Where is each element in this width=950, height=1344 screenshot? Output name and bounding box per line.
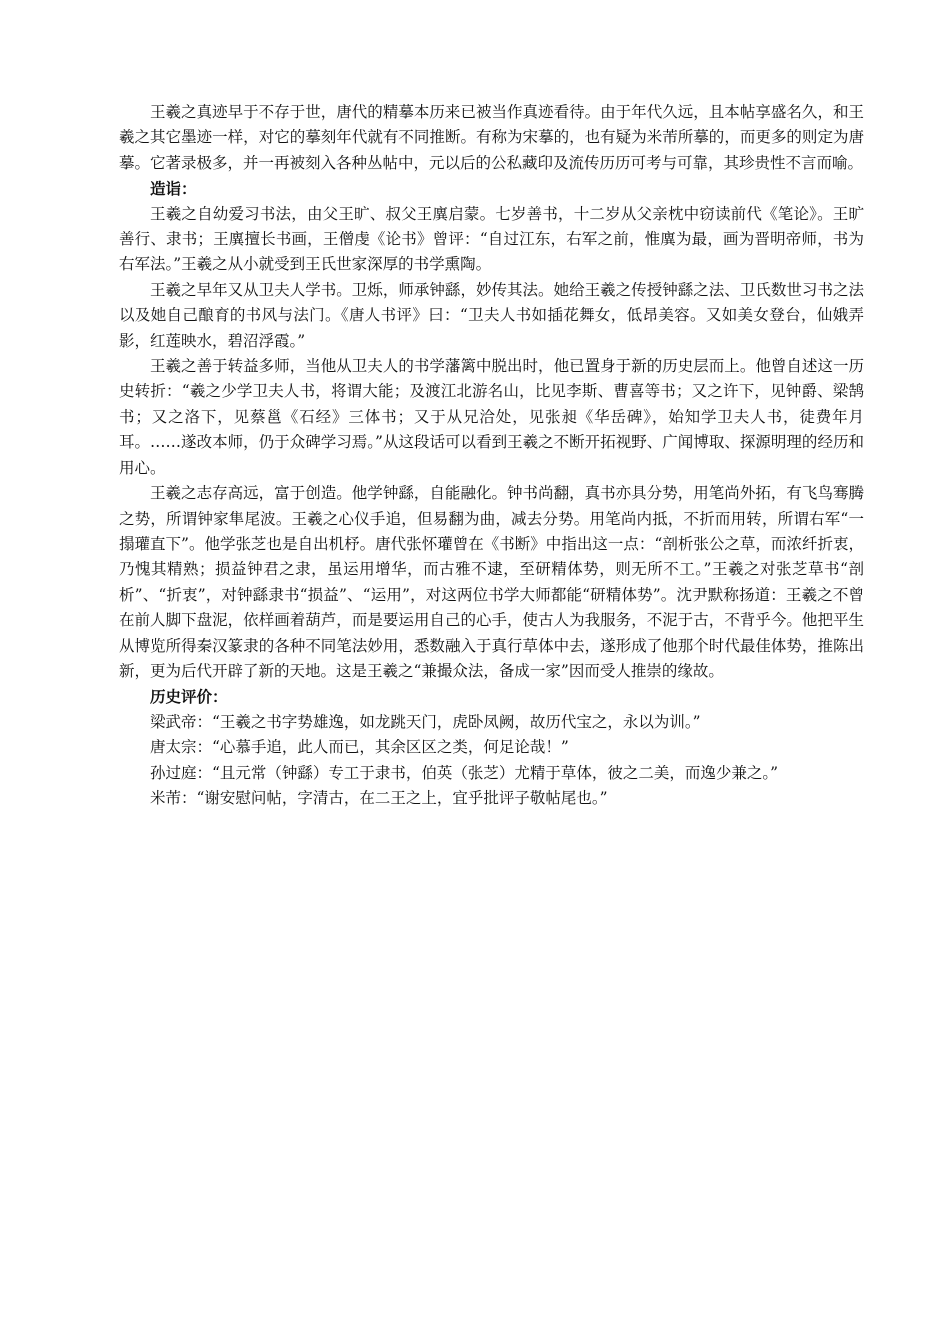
document-body: [119, 100, 864, 811]
achievement-paragraph-1: 王羲之自幼爱习书法，由父王旷、叔父王廙启蒙。七岁善书，十二岁从父亲枕中窃读前代《笔论》。王旷善行、隶书；王廙擅长书画，王僧虔《论书》曾评：“自过江东，右军之前，惟廙为最，画为晋明帝师，书为右军法。”王羲之从小就受到王氏世家深厚的书学熏陶。: [119, 204, 864, 274]
evaluation-quote-tang-taizong: 唐太宗：“心慕手追，此人而已，其余区区之类，何足论哉！”: [150, 738, 569, 757]
evaluation-quote-mi-fu: 米芾：“谢安慰问帖，字清古，在二王之上，宜乎批评子敬帖尾也。”: [150, 788, 608, 807]
evaluation-quote-sun-guoting: 孙过庭：“且元常（钟繇）专工于隶书，伯英（张芝）尤精于草体，彼之二美，而逸少兼之。”: [150, 763, 779, 782]
achievement-paragraph-4: 王羲之志存高远，富于创造。他学钟繇，自能融化。钟书尚翻，真书亦具分势，用笔尚外拓，有飞鸟骞腾之势，所谓钟家隼尾波。王羲之心仪手追，但易翻为曲，减去分势。用笔尚内抵，不折而用转，所谓右军“一搨瓘直下”。他学张芝也是自出机杼。唐代张怀瓘曾在《书断》中指出这一点：“剖析张公之草，而浓纤折衷，乃愧其精熟；损益钟君之隶，虽运用增华，而古雅不逮，至研精体势，则无所不工。”王羲之对张芝草书“剖析”、“折衷”，对钟繇隶书“损益”、“运用”，对这两位书学大师都能“研精体势”。沈尹默称扬道：王羲之不曾在前人脚下盘泥，依样画着葫芦，而是要运用自己的心手，使古人为我服务，不泥于古，不背乎今。他把平生从博览所得秦汉篆隶的各种不同笔法妙用，悉数融入于真行草体中去，遂形成了他那个时代最佳体势，推陈出新，更为后代开辟了新的天地。这是王羲之“兼撮众法，备成一家”因而受人推崇的缘故。: [119, 484, 864, 680]
achievement-paragraph-3: 王羲之善于转益多师，当他从卫夫人的书学藩篱中脱出时，他已置身于新的历史层而上。他曾自述这一历史转折：“羲之少学卫夫人书，将谓大能；及渡江北游名山，比见李斯、曹喜等书；又之许下，见钟爵、梁鹄书；又之洛下，见蔡邕《石经》三体书；又于从兄洽处，见张昶《华岳碑》，始知学卫夫人书，徒费年月耳。……遂改本师，仍于众碑学习焉。”从这段话可以看到王羲之不断开拓视野、广闻博取、探源明理的经历和用心。: [119, 357, 864, 477]
section-heading-evaluation: 历史评价：: [150, 687, 228, 707]
achievement-paragraph-2: 王羲之早年又从卫夫人学书。卫烁，师承钟繇，妙传其法。她给王羲之传授钟繇之法、卫氏数世习书之法以及她自己酿育的书风与法门。《唐人书评》曰：“卫夫人书如插花舞女，低昂美容。又如美女登台，仙娥弄影，红莲映水，碧沼浮霞。”: [119, 280, 864, 350]
intro-paragraph: 王羲之真迹早于不存于世，唐代的精摹本历来已被当作真迹看待。由于年代久远，且本帖享盛名久，和王羲之其它墨迹一样，对它的摹刻年代就有不同推断。有称为宋摹的，也有疑为米芾所摹的，而更多的则定为唐摹。它著录极多，并一再被刻入各种丛帖中，元以后的公私藏印及流传历历可考与可靠，其珍贵性不言而喻。: [119, 103, 864, 172]
evaluation-quote-liang-wudi: 梁武帝：“王羲之书字势雄逸，如龙跳天门，虎卧凤阙，故历代宝之，永以为训。”: [150, 712, 701, 731]
section-heading-achievement: 造诣：: [150, 179, 197, 199]
